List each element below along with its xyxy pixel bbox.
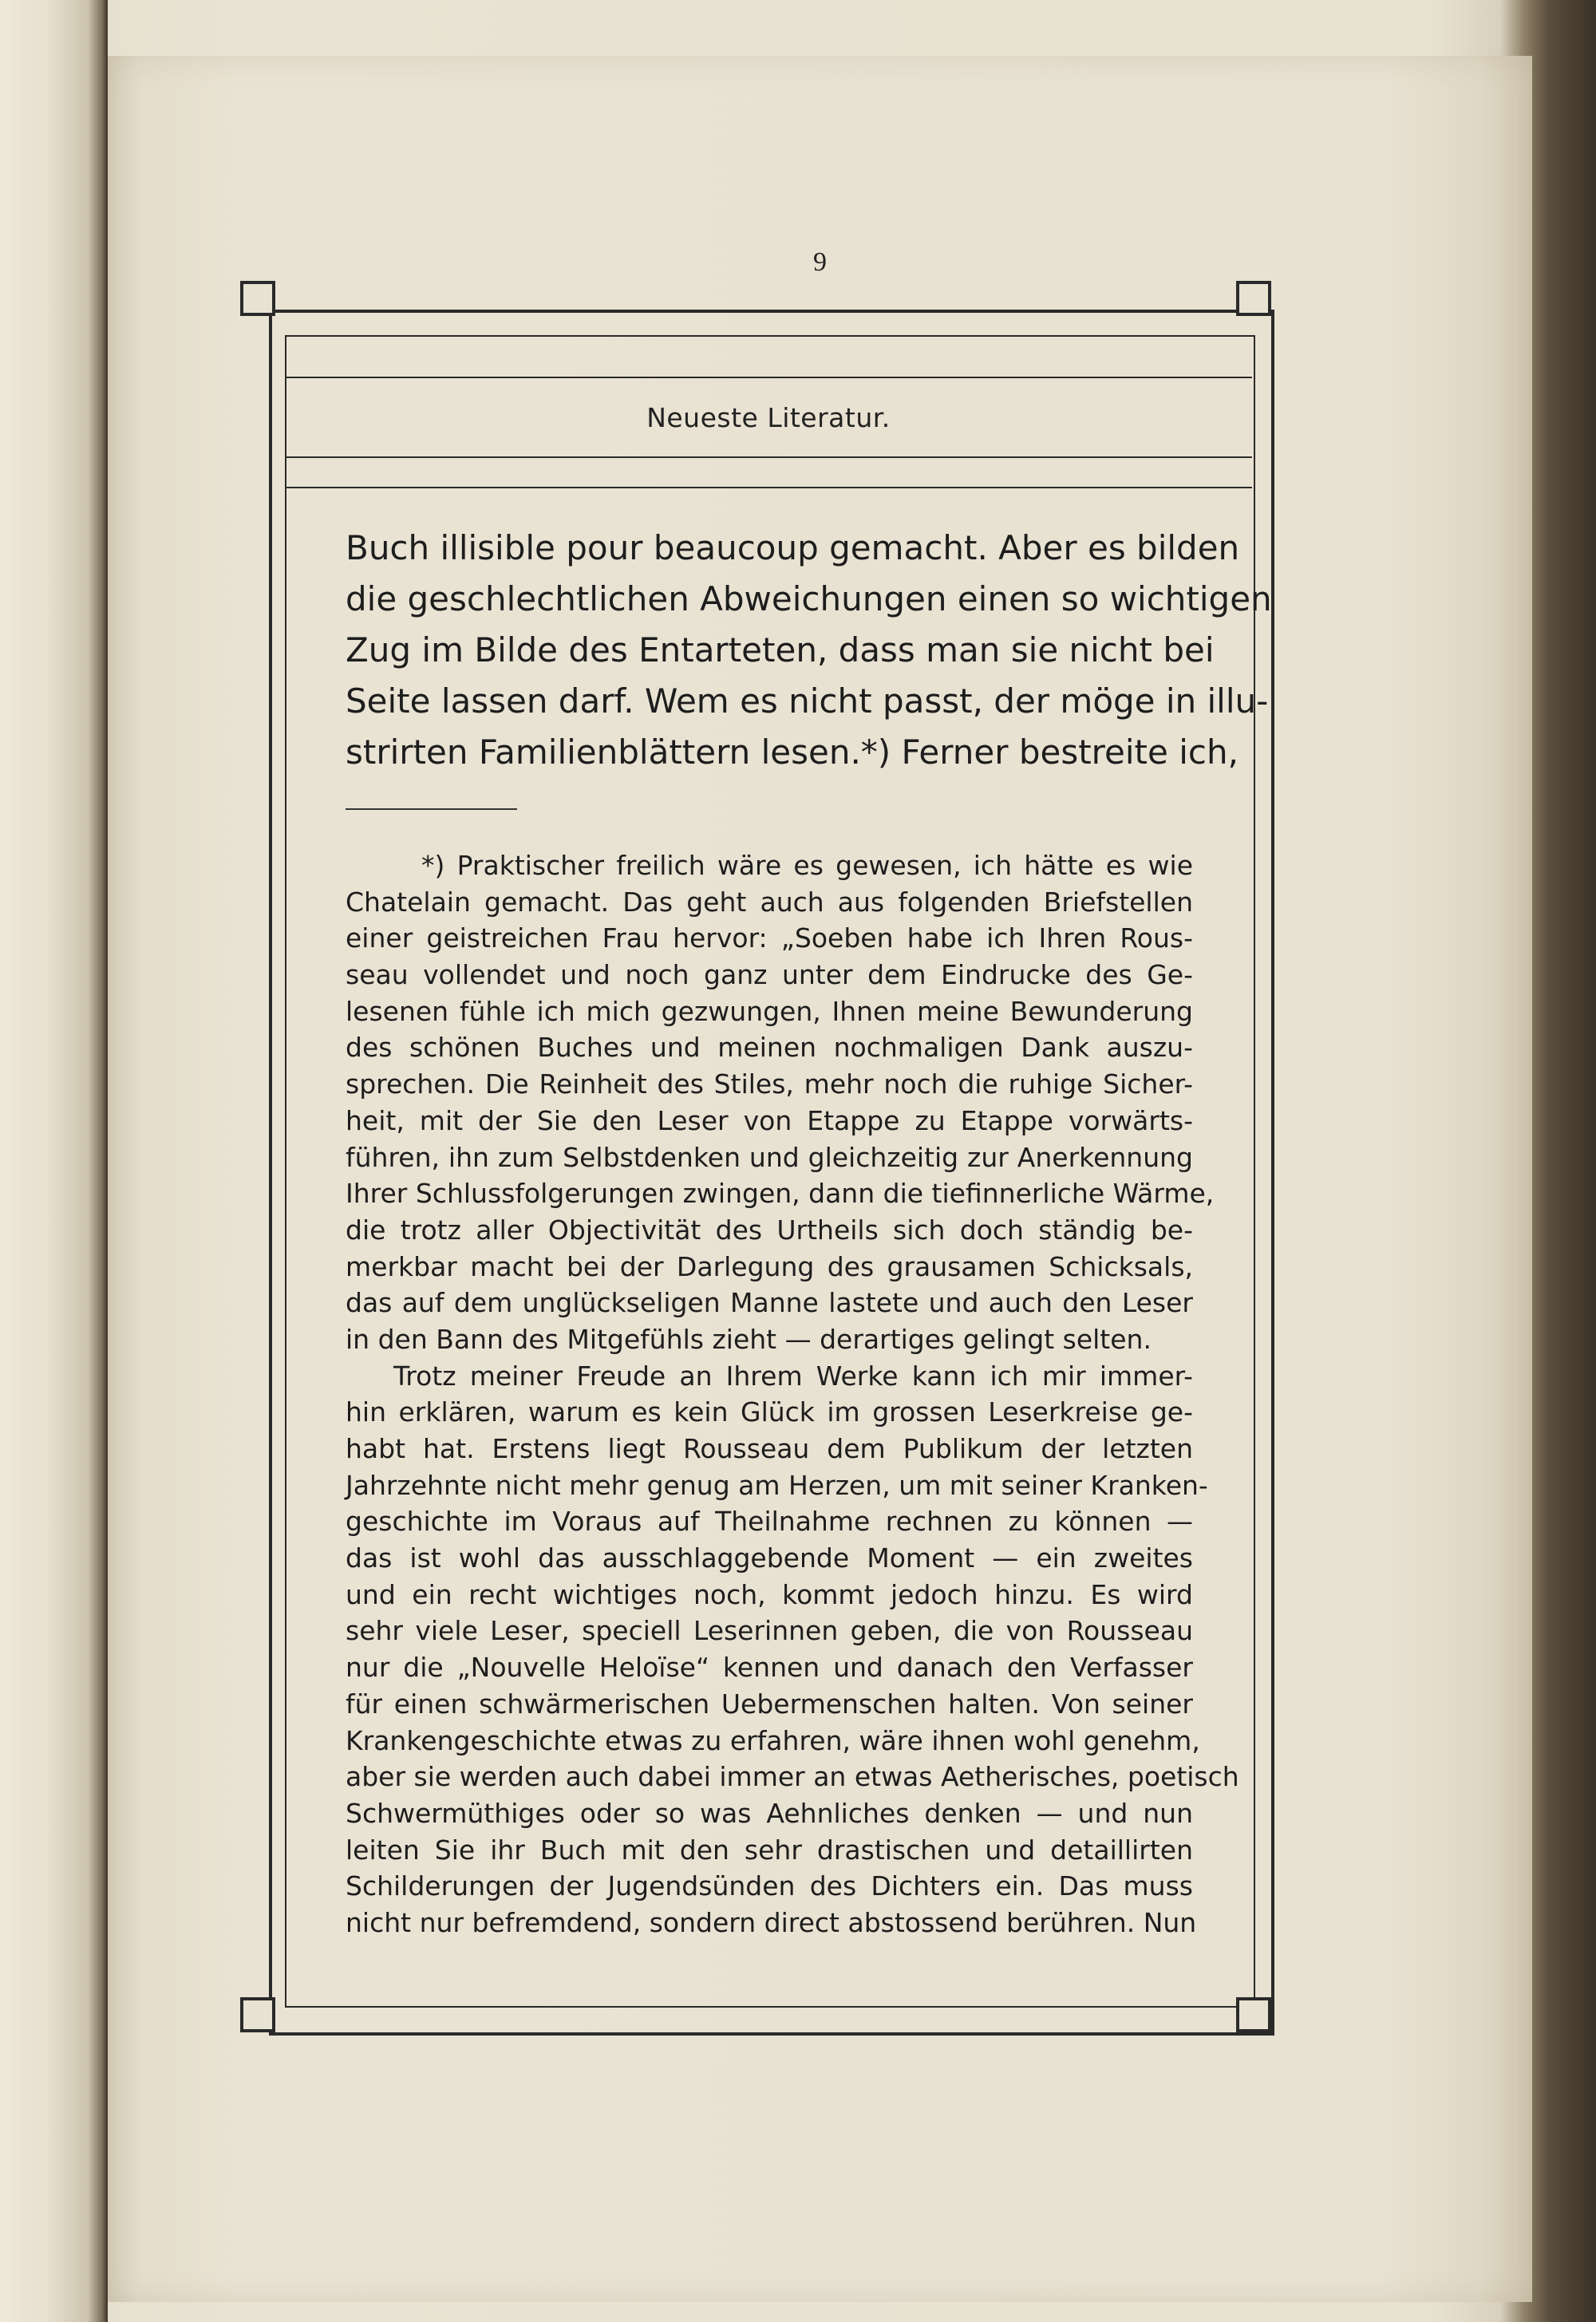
footnote-line: des schönen Buches und meinen nochmaligen Dank auszu- bbox=[346, 1032, 1193, 1064]
header-rule bbox=[285, 487, 1252, 488]
page-number: 9 bbox=[813, 247, 827, 277]
footnote-rule bbox=[346, 808, 517, 810]
left-page-edge bbox=[0, 0, 108, 2322]
footnote-line: das ist wohl das ausschlaggebende Moment — ein zweites bbox=[346, 1542, 1193, 1574]
footnote-line: Trotz meiner Freude an Ihrem Werke kann ich mir immer- bbox=[393, 1360, 1193, 1392]
footnote-line: *) Praktischer freilich wäre es gewesen, ich hätte es wie bbox=[421, 850, 1193, 881]
footnote-line: heit, mit der Sie den Leser von Etappe zu Etappe vorwärts- bbox=[346, 1104, 1193, 1136]
footnote-line: einer geistreichen Frau hervor: „Soeben habe ich Ihren Rous- bbox=[346, 922, 1193, 954]
frame-corner-top-left bbox=[240, 281, 275, 316]
footnote-line: seau vollendet und noch ganz unter dem Eindrucke des Ge- bbox=[346, 959, 1193, 991]
main-text-line: strirten Familienblättern lesen.*) Ferner bestreite ich, bbox=[346, 733, 1238, 772]
main-text-line: Seite lassen darf. Wem es nicht passt, der möge in illu- bbox=[346, 681, 1269, 721]
book-page bbox=[108, 56, 1532, 2302]
footnote-line: lesenen fühle ich mich gezwungen, Ihnen meine Bewunderung bbox=[346, 995, 1193, 1027]
main-text-line: Zug im Bilde des Entarteten, dass man sie nicht bei bbox=[346, 630, 1215, 669]
footnote-line: für einen schwärmerischen Uebermenschen halten. Von seiner bbox=[346, 1688, 1193, 1720]
footnote-line: das auf dem unglückseligen Manne lastete und auch den Leser bbox=[346, 1287, 1193, 1319]
footnote-line: Schilderungen der Jugendsünden des Dichters ein. Das muss bbox=[346, 1870, 1193, 1902]
footnote-line: Jahrzehnte nicht mehr genug am Herzen, um mit seiner Kranken- bbox=[346, 1469, 1208, 1501]
footnote-line: leiten Sie ihr Buch mit den sehr drastischen und detaillirten bbox=[346, 1834, 1193, 1866]
frame-corner-bottom-left bbox=[240, 1997, 275, 2032]
footnote-line: sprechen. Die Reinheit des Stiles, mehr noch die ruhige Sicher- bbox=[346, 1068, 1193, 1100]
footnote-line: und ein recht wichtiges noch, kommt jedoch hinzu. Es wird bbox=[346, 1578, 1193, 1610]
footnote-line: geschichte im Voraus auf Theilnahme rechnen zu können — bbox=[346, 1506, 1193, 1538]
frame-corner-top-right bbox=[1236, 281, 1271, 316]
main-text-line: die geschlechtlichen Abweichungen einen so wichtigen bbox=[346, 579, 1272, 618]
footnote-line: sehr viele Leser, speciell Leserinnen geben, die von Rousseau bbox=[346, 1615, 1193, 1647]
frame-corner-bottom-right bbox=[1236, 1997, 1271, 2032]
running-header bbox=[285, 377, 1252, 458]
footnote-line: merkbar macht bei der Darlegung des grausamen Schicksals, bbox=[346, 1250, 1193, 1282]
footnote-line: Ihrer Schlussfolgerungen zwingen, dann die tiefinnerliche Wärme, bbox=[346, 1178, 1215, 1210]
footnote-line: hin erklären, warum es kein Glück im grossen Leserkreise ge- bbox=[346, 1396, 1193, 1428]
footnote bbox=[346, 847, 1239, 1941]
footnote-line: Schwermüthiges oder so was Aehnliches denken — und nun bbox=[346, 1797, 1193, 1829]
running-header-title: Neueste Literatur. bbox=[646, 401, 891, 433]
footnote-line: nur die „Nouvelle Heloïse“ kennen und danach den Verfasser bbox=[346, 1652, 1193, 1684]
main-text bbox=[346, 523, 1272, 778]
footnote-line: Krankengeschichte etwas zu erfahren, wäre ihnen wohl genehm, bbox=[346, 1724, 1200, 1756]
footnote-line: die trotz aller Objectivität des Urtheils sich doch ständig be- bbox=[346, 1214, 1193, 1246]
footnote-line: Chatelain gemacht. Das geht auch aus folgenden Briefstellen bbox=[346, 886, 1193, 918]
footnote-line: habt hat. Erstens liegt Rousseau dem Publikum der letzten bbox=[346, 1433, 1193, 1464]
main-text-line: Buch illisible pour beaucoup gemacht. Aber es bilden bbox=[346, 528, 1240, 567]
footnote-line: in den Bann des Mitgefühls zieht — derartiges gelingt selten. bbox=[346, 1323, 1152, 1355]
footnote-line: nicht nur befremdend, sondern direct abstossend berühren. Nun bbox=[346, 1906, 1197, 1938]
footnote-line: aber sie werden auch dabei immer an etwas Aetherisches, poetisch bbox=[346, 1761, 1239, 1793]
footnote-line: führen, ihn zum Selbstdenken und gleichzeitig zur Anerkennung bbox=[346, 1141, 1193, 1173]
